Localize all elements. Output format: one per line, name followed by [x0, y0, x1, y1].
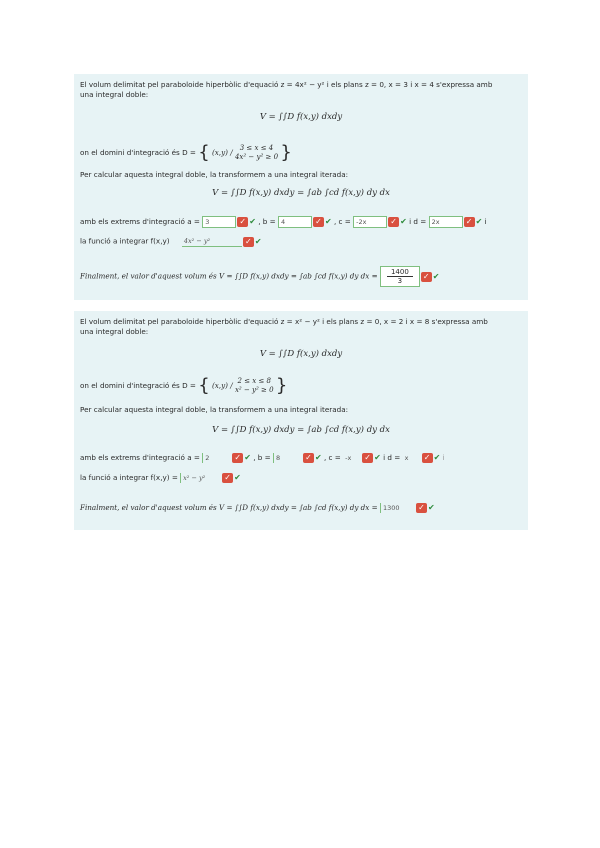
q2-d-input[interactable]: x: [404, 454, 409, 462]
q1-final-fraction: [387, 268, 413, 285]
q1-domain-conditions: [235, 144, 278, 162]
question-1-panel: [74, 74, 528, 300]
q1-d-suffix: i: [484, 217, 487, 226]
q1-extremes-label: amb els extrems d'integració a =: [80, 217, 200, 226]
q1-c-input[interactable]: -2x: [353, 216, 387, 228]
left-brace-icon: {: [198, 142, 210, 163]
q2-domain-row: [80, 377, 287, 395]
q2-function-row: [80, 473, 241, 483]
checkmark-icon: ✔: [427, 503, 435, 512]
q2-final-input[interactable]: 1300: [380, 503, 415, 513]
q1-iterated-text: Per calcular aquesta integral doble, la transformem a una integral iterada:: [80, 170, 349, 179]
checkmark-icon: ✔: [432, 271, 440, 281]
checkmark-icon: ✔: [433, 453, 441, 462]
q2-extremes-row: [80, 453, 445, 463]
feedback-flag-icon[interactable]: ✓: [222, 473, 233, 483]
q2-iterated-formula: V = ∫∫D f(x,y) dxdy = ∫ab ∫cd f(x,y) dy dx: [212, 425, 390, 435]
checkmark-icon: ✔: [314, 453, 322, 462]
q2-extremes-label: amb els extrems d'integració a =: [80, 453, 200, 462]
q1-b-input[interactable]: 4: [278, 216, 312, 228]
feedback-flag-icon[interactable]: ✓: [237, 217, 248, 227]
feedback-flag-icon[interactable]: ✓: [388, 217, 399, 227]
q1-intro: El volum delimitat pel paraboloide hiperbòlic d'equació z = 4x² − y² i els plans z = 0, x = 3 i x = 4 s'expressa amb: [80, 80, 493, 89]
q2-iterated-text: Per calcular aquesta integral doble, la transformem a una integral iterada:: [80, 405, 349, 414]
q2-final-label: Finalment, el valor d'aquest volum és V = ∫∫D f(x,y) dxdy = ∫ab ∫cd f(x,y) dy dx =: [80, 503, 378, 512]
checkmark-icon: ✔: [400, 217, 407, 226]
q2-b-input[interactable]: 8: [273, 453, 302, 463]
feedback-flag-icon[interactable]: ✓: [421, 272, 432, 282]
checkmark-icon: ✔: [324, 217, 332, 226]
q2-domain-conditions: [235, 377, 274, 395]
q2-function-input[interactable]: x² − y²: [180, 473, 221, 483]
q1-a-input[interactable]: 3: [202, 216, 236, 228]
feedback-flag-icon[interactable]: ✓: [464, 217, 475, 227]
q1-domain-set: (x,y) /: [211, 148, 233, 157]
checkmark-icon: ✔: [254, 236, 262, 246]
q2-final-row: [80, 503, 435, 513]
q2-a-input[interactable]: 2: [202, 453, 231, 463]
q2-intro: El volum delimitat pel paraboloide hiperbòlic d'equació z = x² − y² i els plans z = 0, x = 2 i x = 8 s'expressa amb: [80, 317, 488, 326]
q2-function-label: la funció a integrar f(x,y) =: [80, 473, 178, 482]
checkmark-icon: ✔: [244, 453, 251, 462]
q1-final-denominator: 3: [397, 277, 403, 285]
right-brace-icon: }: [280, 142, 292, 163]
feedback-flag-icon[interactable]: ✓: [303, 453, 314, 463]
q1-double-integral: V = ∫∫D f(x,y) dxdy: [259, 112, 343, 122]
q1-d-label: i d =: [409, 217, 427, 226]
checkmark-icon: ✔: [374, 453, 381, 462]
feedback-flag-icon[interactable]: ✓: [416, 503, 427, 513]
q1-function-row: [80, 236, 262, 247]
q2-domain-set: (x,y) /: [211, 381, 233, 390]
question-2-panel: [74, 311, 528, 530]
feedback-flag-icon[interactable]: ✓: [313, 217, 324, 227]
q1-domain-row: [80, 144, 292, 162]
feedback-flag-icon[interactable]: ✓: [243, 237, 254, 247]
feedback-flag-icon[interactable]: ✓: [362, 453, 373, 463]
q1-function-label: la funció a integrar f(x,y): [80, 236, 170, 246]
q2-c-input[interactable]: -x: [345, 454, 352, 462]
q1-d-input[interactable]: 2x: [429, 216, 463, 228]
q1-final-row: [80, 266, 439, 287]
q2-b-label: , b =: [253, 453, 271, 462]
q2-domain-cond2: x² − y² ≥ 0: [234, 386, 274, 394]
q1-function-input[interactable]: 4x² − y²: [182, 236, 242, 247]
q1-b-label: , b =: [258, 217, 276, 226]
feedback-flag-icon[interactable]: ✓: [232, 453, 243, 463]
left-brace-icon: {: [198, 375, 210, 396]
q1-final-input[interactable]: [380, 266, 420, 287]
q1-domain-cond2: 4x² − y² ≥ 0: [234, 153, 279, 161]
q2-d-suffix: i: [442, 453, 445, 462]
q2-double-integral: V = ∫∫D f(x,y) dxdy: [259, 349, 343, 359]
checkmark-icon: ✔: [234, 473, 241, 482]
right-brace-icon: }: [275, 375, 288, 396]
q2-intro-2: una integral doble:: [80, 327, 149, 336]
q1-iterated-formula: V = ∫∫D f(x,y) dxdy = ∫ab ∫cd f(x,y) dy dx: [212, 188, 390, 198]
q1-c-label: , c =: [333, 217, 351, 226]
q1-domain-cond1: 3 ≤ x ≤ 4: [239, 144, 274, 152]
feedback-flag-icon[interactable]: ✓: [422, 453, 433, 463]
q2-c-label: , c =: [323, 453, 341, 462]
q1-domain-text: on el domini d'integració és D =: [80, 148, 199, 157]
q1-final-label: Finalment, el valor d'aquest volum és V = ∫∫D f(x,y) dxdy = ∫ab ∫cd f(x,y) dy dx =: [80, 271, 378, 281]
q1-intro-2: una integral doble:: [80, 90, 149, 99]
q2-d-label: i d =: [383, 453, 401, 462]
checkmark-icon: ✔: [475, 217, 483, 226]
q1-final-numerator: 1400: [387, 268, 413, 277]
checkmark-icon: ✔: [249, 217, 256, 226]
q2-domain-text: on el domini d'integració és D =: [80, 381, 199, 390]
q2-domain-cond1: 2 ≤ x ≤ 8: [237, 377, 272, 385]
q1-extremes-row: [80, 216, 487, 228]
